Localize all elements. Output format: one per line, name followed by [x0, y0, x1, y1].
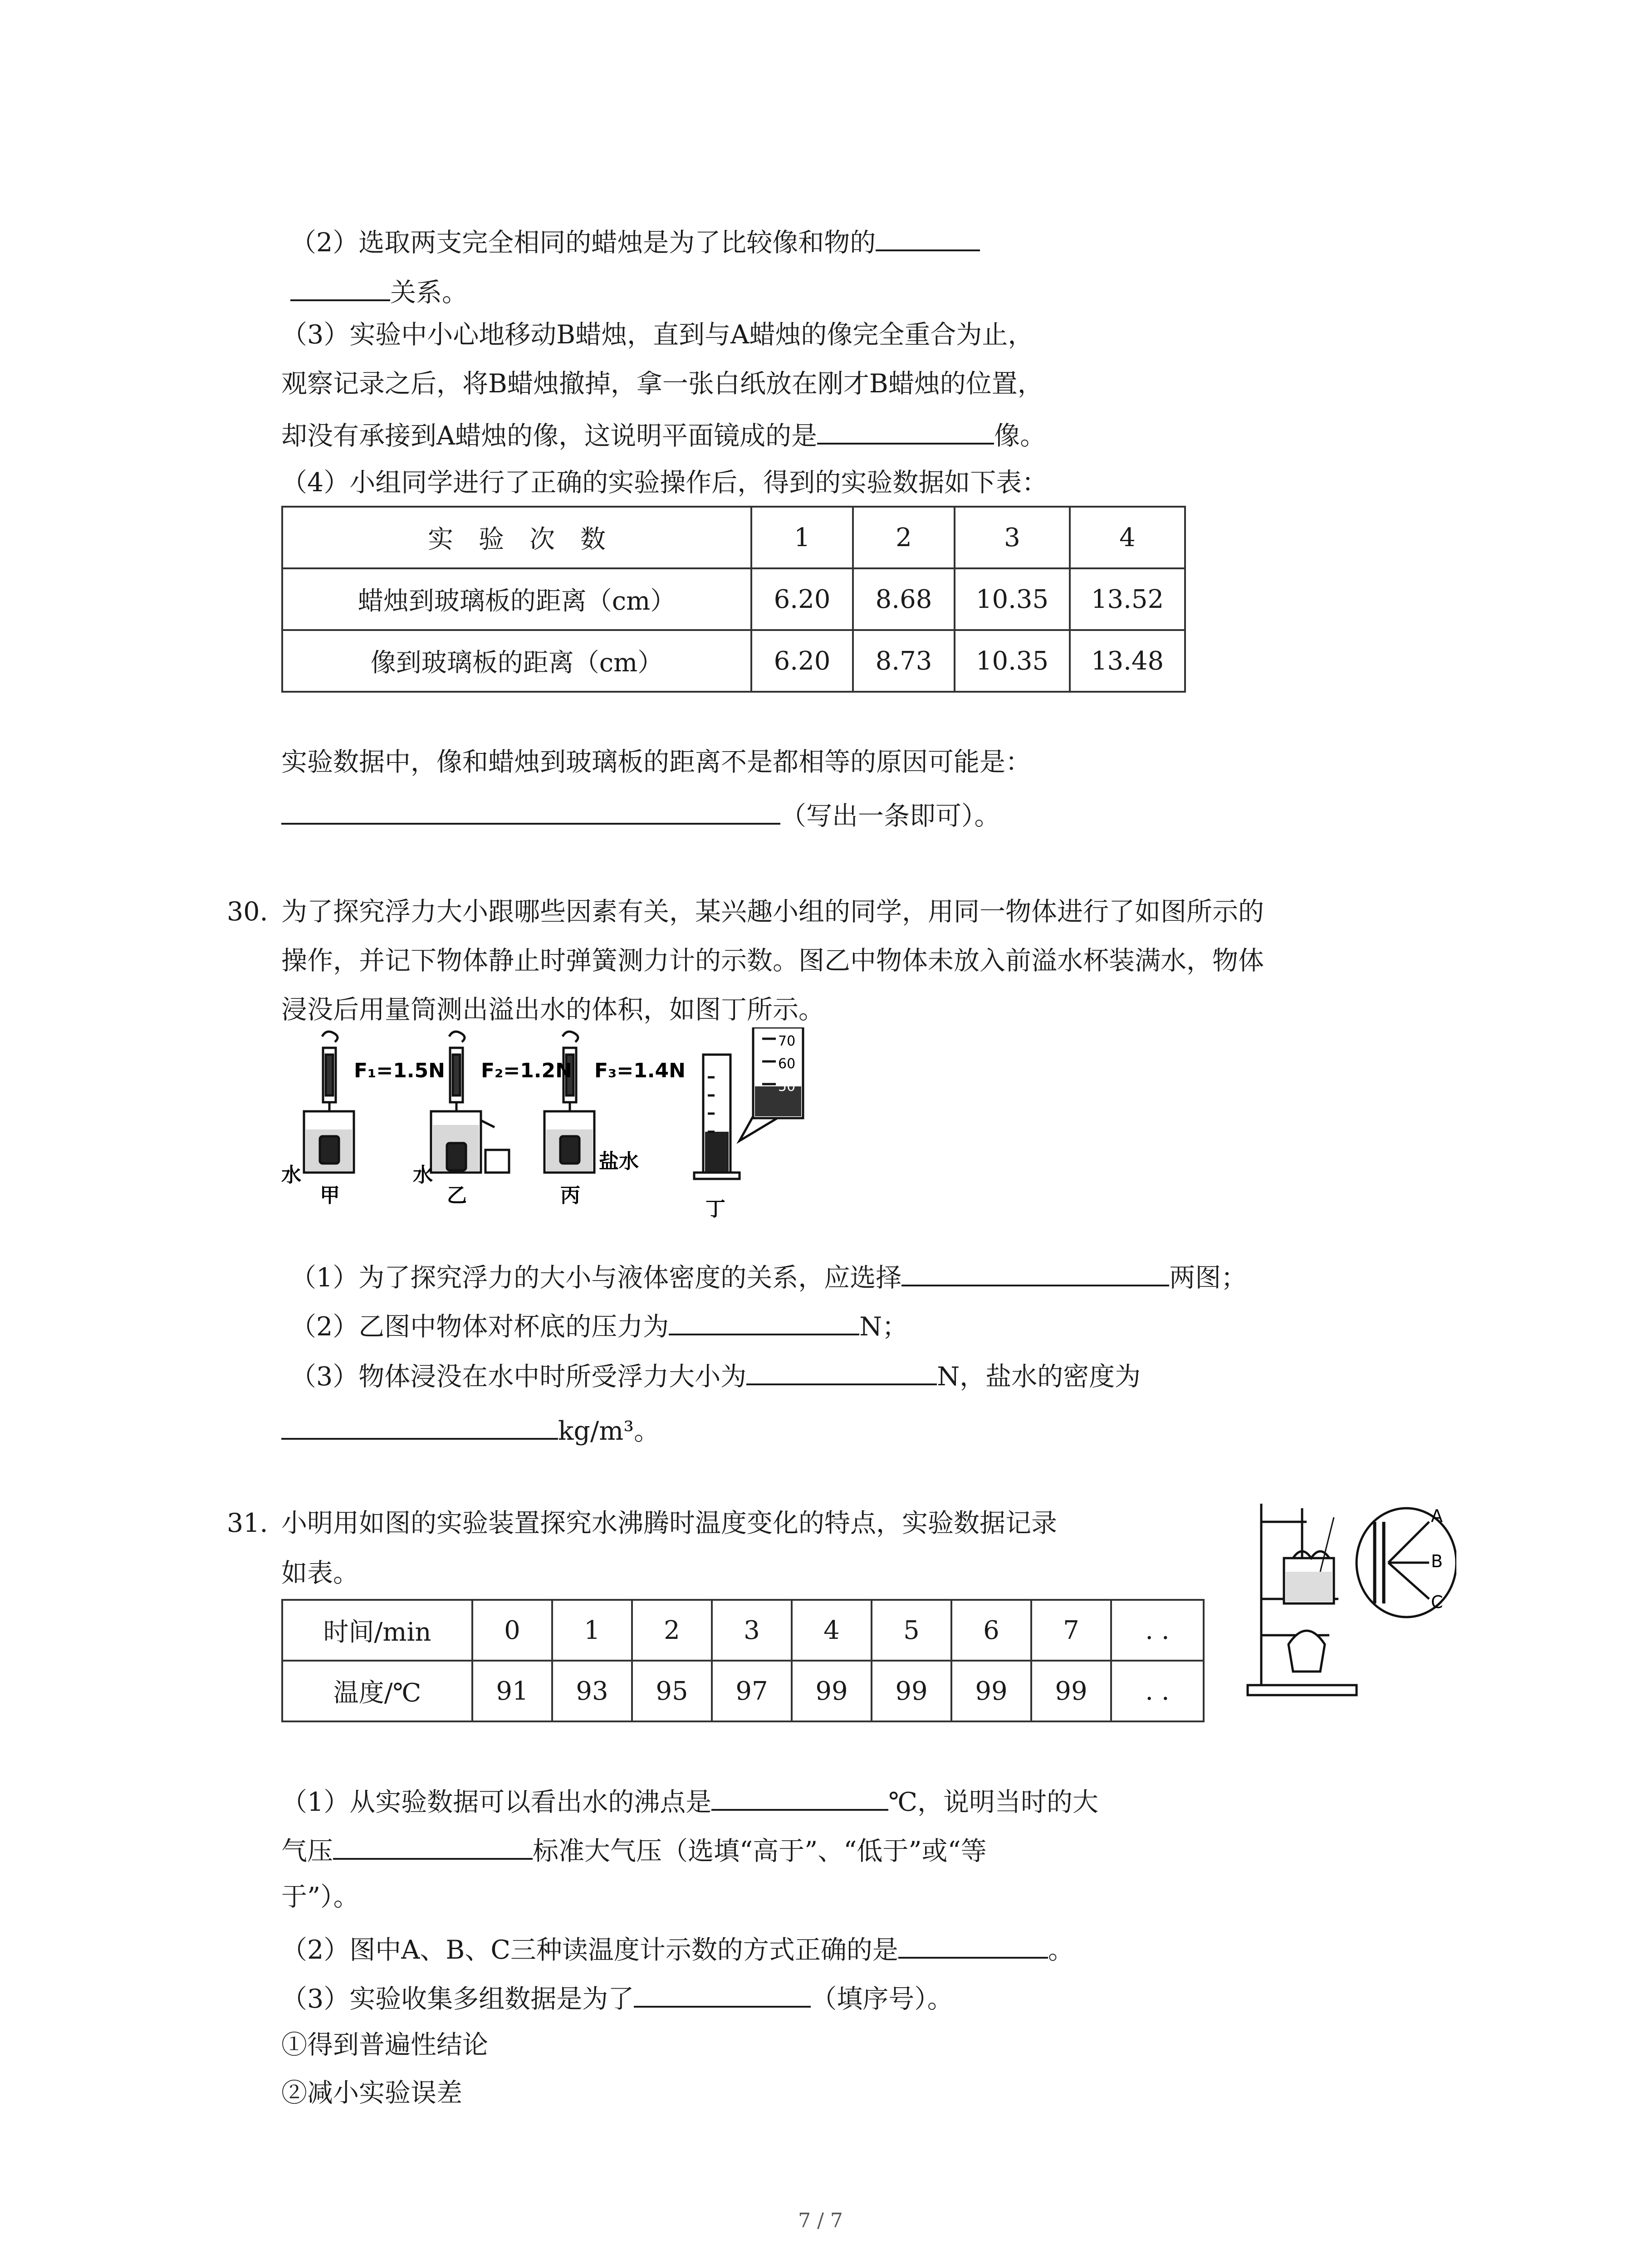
- q31-option-2: ②减小实验误差: [281, 2078, 462, 2108]
- table-cell: 99: [872, 1661, 951, 1721]
- q30-sub1: （1）为了探究浮力的大小与液体密度的关系，应选择 两图；: [290, 1256, 1247, 1296]
- figure-label-jia: 甲: [320, 1184, 340, 1207]
- table-cell: . .: [1111, 1661, 1204, 1721]
- table-header-cell: 3: [955, 507, 1070, 568]
- table-cell: 温度/℃: [282, 1661, 472, 1721]
- table-cell: 6.20: [751, 630, 853, 692]
- q29-part2-line2: 关系。: [290, 271, 468, 311]
- water-label: 水: [413, 1163, 433, 1187]
- table-cell: 8.68: [853, 568, 955, 630]
- figure-label-yi: 乙: [447, 1184, 467, 1207]
- q31-sub3: （3）实验收集多组数据是为了 （填序号）。: [281, 1978, 953, 2017]
- q29-part2-line1: （2）选取两支完全相同的蜡烛是为了比较像和物的: [290, 221, 980, 261]
- q29-part3-line1: （3）实验中小心地移动B蜡烛，直到与A蜡烛的像完全重合为止，: [281, 320, 1034, 350]
- answer-blank[interactable]: [876, 221, 980, 251]
- table-cell: 99: [1031, 1661, 1111, 1721]
- brine-label: 盐水: [599, 1150, 639, 1173]
- table-cell: 10.35: [955, 568, 1070, 630]
- table-cell: 95: [632, 1661, 712, 1721]
- table-cell: 99: [792, 1661, 872, 1721]
- force-label-yi: F₂=1.2N: [481, 1059, 572, 1082]
- table-cell: 8.73: [853, 630, 955, 692]
- answer-blank[interactable]: [901, 1256, 1169, 1286]
- table-row: [282, 507, 1185, 568]
- q30-sub2: （2）乙图中物体对杯底的压力为 N；: [290, 1305, 908, 1345]
- q31-option-1: ①得到普遍性结论: [281, 2030, 488, 2060]
- buoyancy-experiment-figure: [281, 1027, 844, 1245]
- table-cell: 像到玻璃板的距离（cm）: [282, 630, 751, 692]
- q31-stem-line2: 如表。: [281, 1558, 359, 1588]
- table-cell: 3: [712, 1600, 792, 1661]
- q30-sub3-cont: kg/m³。: [281, 1410, 660, 1449]
- q30-stem-line3: 浸没后用量筒测出溢出水的体积，如图丁所示。: [281, 995, 824, 1025]
- table-cell: 6: [951, 1600, 1031, 1661]
- table-cell: 10.35: [955, 630, 1070, 692]
- table-cell: 6.20: [751, 568, 853, 630]
- view-label-b: B: [1431, 1551, 1443, 1571]
- table-cell: 4: [792, 1600, 872, 1661]
- q29-part3-line2: 观察记录之后，将B蜡烛撤掉，拿一张白纸放在刚才B蜡烛的位置，: [281, 369, 1043, 399]
- table-cell: 5: [872, 1600, 951, 1661]
- table-cell: 7: [1031, 1600, 1111, 1661]
- answer-blank[interactable]: [746, 1355, 937, 1385]
- answer-blank[interactable]: [669, 1305, 859, 1335]
- scale-tick-label: 70: [778, 1033, 796, 1049]
- answer-blank[interactable]: [290, 271, 390, 301]
- force-label-jia: F₁=1.5N: [354, 1059, 445, 1082]
- q29-part3-line3: 却没有承接到A蜡烛的像，这说明平面镜成的是 像。: [281, 415, 1046, 454]
- q31-data-table: [281, 1599, 1205, 1722]
- table-header-cell: 4: [1070, 507, 1185, 568]
- q29-part4: （4）小组同学进行了正确的实验操作后，得到的实验数据如下表：: [281, 468, 1048, 498]
- q31-sub1-line3: 于”）。: [281, 1882, 359, 1912]
- q31-sub2: （2）图中A、B、C三种读温度计示数的方式正确的是 。: [281, 1929, 1074, 1968]
- scale-tick-label: 50: [778, 1079, 796, 1095]
- figure-label-ding: 丁: [705, 1198, 725, 1221]
- table-cell: 时间/min: [282, 1600, 472, 1661]
- table-row: [282, 630, 1185, 692]
- table-row: [282, 1600, 1204, 1661]
- table-header-cell: 1: [751, 507, 853, 568]
- q31-sub1-line1: （1）从实验数据可以看出水的沸点是 ℃，说明当时的大: [281, 1781, 1098, 1820]
- table-cell: 1: [552, 1600, 632, 1661]
- q29-reason-line: 实验数据中，像和蜡烛到玻璃板的距离不是都相等的原因可能是：: [281, 747, 1031, 777]
- q30-stem-line1: 为了探究浮力大小跟哪些因素有关，某兴趣小组的同学，用同一物体进行了如图所示的: [281, 897, 1264, 927]
- water-label: 水: [281, 1163, 301, 1187]
- table-cell: 99: [951, 1661, 1031, 1721]
- table-cell: 91: [472, 1661, 552, 1721]
- answer-blank[interactable]: [711, 1781, 888, 1811]
- table-cell: 13.52: [1070, 568, 1185, 630]
- table-cell: 2: [632, 1600, 712, 1661]
- figure-label-bing: 丙: [560, 1184, 580, 1207]
- page-number: 7 / 7: [798, 2209, 843, 2232]
- table-row: [282, 1661, 1204, 1721]
- q31-stem-line1: 小明用如图的实验装置探究水沸腾时温度变化的特点，实验数据记录: [281, 1508, 1057, 1538]
- boiling-apparatus-diagram: [1239, 1490, 1456, 1699]
- table-cell: . .: [1111, 1600, 1204, 1661]
- table-cell: 97: [712, 1661, 792, 1721]
- table-cell: 13.48: [1070, 630, 1185, 692]
- view-label-c: C: [1431, 1592, 1443, 1612]
- force-label-bing: F₃=1.4N: [594, 1059, 686, 1082]
- table-cell: 0: [472, 1600, 552, 1661]
- answer-blank[interactable]: [634, 1978, 811, 2008]
- question-number: 30.: [227, 897, 268, 927]
- table-header-cell: 实 验 次 数: [282, 507, 751, 568]
- answer-blank[interactable]: [333, 1830, 533, 1860]
- q31-sub1-line2: 气压 标准大气压（选填“高于”、“低于”或“等: [281, 1830, 987, 1869]
- view-label-a: A: [1431, 1506, 1443, 1526]
- table-cell: 蜡烛到玻璃板的距离（cm）: [282, 568, 751, 630]
- q29-reason-answer: （写出一条即可）。: [281, 795, 1000, 834]
- buoyancy-diagram: [281, 1027, 844, 1245]
- answer-blank[interactable]: [281, 795, 780, 825]
- scale-tick-label: 60: [778, 1056, 796, 1072]
- table-header-cell: 2: [853, 507, 955, 568]
- answer-blank[interactable]: [281, 1410, 558, 1440]
- q29-data-table: [281, 506, 1186, 693]
- answer-blank[interactable]: [817, 415, 994, 445]
- answer-blank[interactable]: [898, 1929, 1048, 1959]
- table-row: [282, 568, 1185, 630]
- boiling-apparatus-figure: [1239, 1490, 1456, 1699]
- table-cell: 93: [552, 1661, 632, 1721]
- question-number: 31.: [227, 1508, 268, 1538]
- q30-sub3: （3）物体浸没在水中时所受浮力大小为 N，盐水的密度为: [290, 1355, 1141, 1395]
- q30-stem-line2: 操作，并记下物体静止时弹簧测力计的示数。图乙中物体未放入前溢水杯装满水，物体: [281, 946, 1264, 976]
